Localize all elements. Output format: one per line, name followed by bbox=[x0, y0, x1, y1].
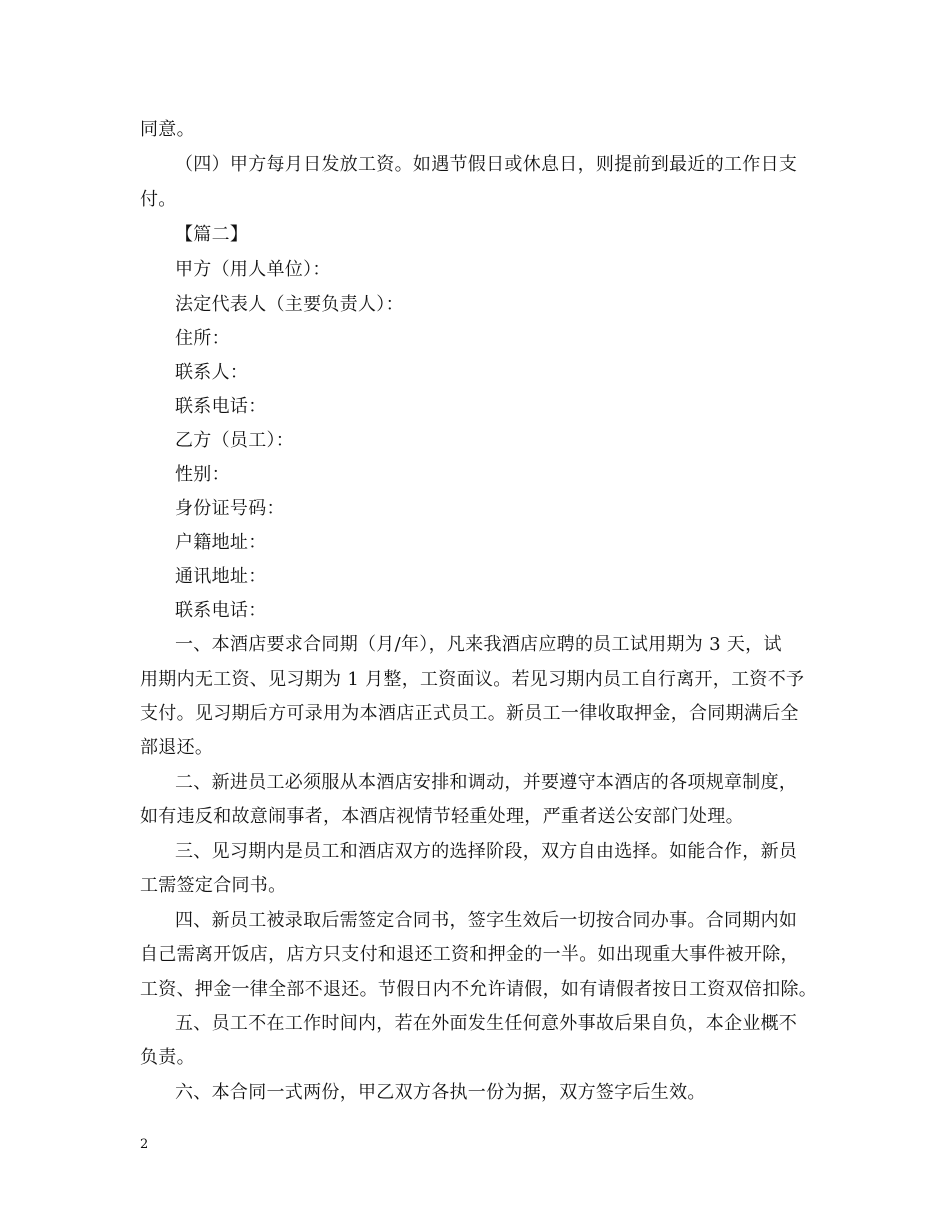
text-line: 三、见习期内是员工和酒店双方的选择阶段，双方自由选择。如能合作，新员 bbox=[175, 841, 798, 862]
text-line: 用期内无工资、见习期为 1 月整，工资面议。若见习期内员工自行离开，工资不予 bbox=[140, 669, 805, 690]
text-line: 付。 bbox=[140, 189, 177, 210]
text-line: 工资、押金一律全部不退还。节假日内不允许请假，如有请假者按日工资双倍扣除。 bbox=[140, 979, 818, 1000]
text-line: 同意。 bbox=[140, 119, 195, 140]
text-line: 部退还。 bbox=[140, 737, 214, 758]
form-field-label: 法定代表人（主要负责人）： bbox=[175, 294, 404, 315]
form-field-label: 联系电话： bbox=[175, 396, 267, 417]
page-number: 2 bbox=[140, 1137, 149, 1152]
text-line: 支付。见习期后方可录用为本酒店正式员工。新员工一律收取押金，合同期满后全 bbox=[140, 703, 799, 724]
form-field-label: 户籍地址： bbox=[175, 532, 267, 553]
text-line: 六、本合同一式两份，甲乙双方各执一份为据，双方签字后生效。 bbox=[175, 1082, 706, 1103]
form-field-label: 联系人： bbox=[175, 362, 249, 383]
text-line: 工需签定合同书。 bbox=[140, 875, 287, 896]
text-line: 自己需离开饭店，店方只支付和退还工资和押金的一半。如出现重大事件被开除， bbox=[140, 944, 799, 965]
section-heading: 【篇二】 bbox=[175, 224, 249, 245]
text-line: 二、新进员工必须服从本酒店安排和调动，并要遵守本酒店的各项规章制度， bbox=[175, 772, 798, 793]
text-line: （四）甲方每月日发放工资。如遇节假日或休息日，则提前到最近的工作日支 bbox=[175, 154, 798, 175]
text-line: 一、本酒店要求合同期（月/年），凡来我酒店应聘的员工试用期为 3 天，试 bbox=[175, 634, 782, 655]
text-line: 负责。 bbox=[140, 1047, 195, 1068]
form-field-label: 身份证号码： bbox=[175, 498, 285, 519]
form-field-label: 住所： bbox=[175, 328, 230, 349]
form-field-label: 性别： bbox=[175, 464, 230, 485]
text-line: 四、新员工被录取后需签定合同书，签字生效后一切按合同办事。合同期内如 bbox=[175, 910, 798, 931]
text-line: 五、员工不在工作时间内，若在外面发生任何意外事故后果自负，本企业概不 bbox=[175, 1013, 798, 1034]
form-field-label: 通讯地址： bbox=[175, 566, 267, 587]
form-field-label: 乙方（员工）： bbox=[175, 430, 295, 451]
text-line: 如有违反和故意闹事者，本酒店视情节轻重处理，严重者送公安部门处理。 bbox=[140, 806, 744, 827]
form-field-label: 联系电话： bbox=[175, 600, 267, 621]
form-field-label: 甲方（用人单位）： bbox=[175, 259, 331, 280]
